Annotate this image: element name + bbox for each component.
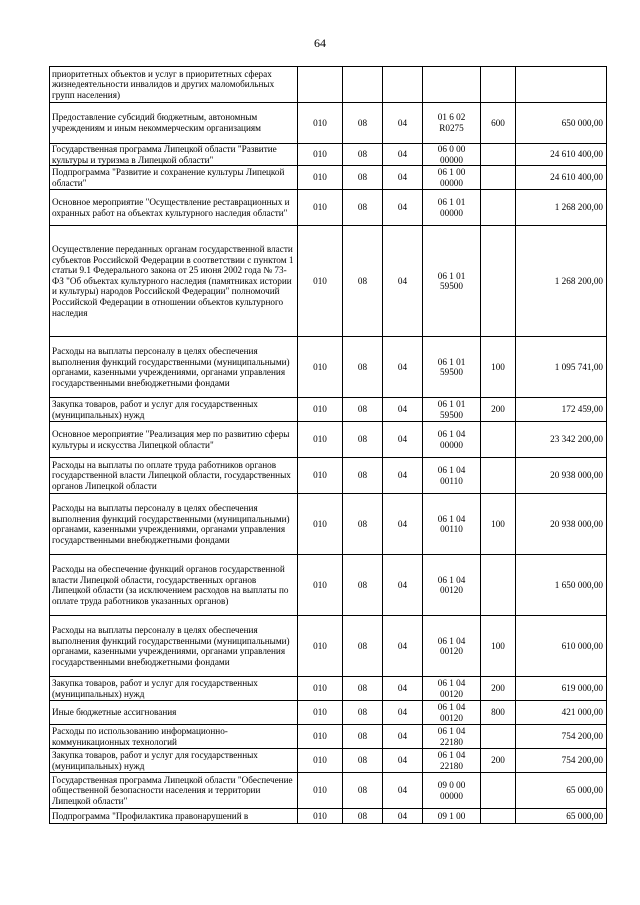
budget-table bbox=[49, 66, 607, 824]
cell-target-article-code bbox=[423, 67, 481, 103]
cell-row-name: Государственная программа Липецкой области "Обеспечение общественной безопасности населения и территории Липецкой области" bbox=[50, 773, 298, 809]
cell-ministry-code: 010 bbox=[298, 103, 343, 144]
cell-ministry-code: 010 bbox=[298, 773, 343, 809]
cell-row-name: Расходы на выплаты по оплате труда работников органов государственной власти Липецкой области, государственных органов Липецкой области bbox=[50, 458, 298, 494]
table-row bbox=[50, 773, 607, 809]
table-row bbox=[50, 458, 607, 494]
cell-row-name: Расходы по использованию информационно-коммуникационных технологий bbox=[50, 725, 298, 749]
cell-ministry-code: 010 bbox=[298, 749, 343, 773]
cell-subsection-code: 04 bbox=[383, 616, 423, 677]
cell-row-name: Закупка товаров, работ и услуг для государственных (муниципальных) нужд bbox=[50, 749, 298, 773]
table-body bbox=[50, 67, 607, 824]
cell-subsection-code: 04 bbox=[383, 677, 423, 701]
page-number: 64 bbox=[314, 36, 326, 50]
cell-subsection-code: 04 bbox=[383, 749, 423, 773]
cell-row-name: Закупка товаров, работ и услуг для государственных (муниципальных) нужд bbox=[50, 398, 298, 422]
cell-subsection-code: 04 bbox=[383, 494, 423, 555]
table-row bbox=[50, 749, 607, 773]
cell-amount: 24 610 400,00 bbox=[516, 166, 607, 190]
cell-ministry-code: 010 bbox=[298, 616, 343, 677]
cell-expense-type-code: 600 bbox=[481, 103, 516, 144]
cell-expense-type-code: 100 bbox=[481, 337, 516, 398]
cell-target-article-code: 06 1 01 00000 bbox=[423, 190, 481, 226]
table-row bbox=[50, 398, 607, 422]
cell-target-article-code: 09 0 00 00000 bbox=[423, 773, 481, 809]
cell-amount: 23 342 200,00 bbox=[516, 422, 607, 458]
table-row bbox=[50, 616, 607, 677]
cell-section-code: 08 bbox=[343, 166, 383, 190]
cell-target-article-code: 06 1 00 00000 bbox=[423, 166, 481, 190]
cell-expense-type-code bbox=[481, 773, 516, 809]
cell-ministry-code: 010 bbox=[298, 555, 343, 616]
cell-row-name: Государственная программа Липецкой области "Развитие культуры и туризма в Липецкой области" bbox=[50, 144, 298, 166]
cell-section-code: 08 bbox=[343, 144, 383, 166]
table-row bbox=[50, 809, 607, 824]
cell-section-code bbox=[343, 67, 383, 103]
cell-amount: 610 000,00 bbox=[516, 616, 607, 677]
cell-amount: 754 200,00 bbox=[516, 725, 607, 749]
cell-target-article-code: 09 1 00 bbox=[423, 809, 481, 824]
cell-section-code: 08 bbox=[343, 458, 383, 494]
table-row bbox=[50, 144, 607, 166]
cell-ministry-code: 010 bbox=[298, 166, 343, 190]
cell-row-name: Осуществление переданных органам государственной власти субъектов Российской Федерации в соответствии с пунктом 1 статьи 9.1 Федерального закона от 25 июня 2002 года № 73-ФЗ "Об объектах культурного наследия (памятниках истории и культуры) народов Российской Федерации" полномочий Российской Федерации в отношении объектов культурного наследия bbox=[50, 226, 298, 337]
cell-section-code: 08 bbox=[343, 226, 383, 337]
cell-subsection-code: 04 bbox=[383, 422, 423, 458]
table-row bbox=[50, 166, 607, 190]
cell-subsection-code: 04 bbox=[383, 103, 423, 144]
table-row bbox=[50, 337, 607, 398]
table-row bbox=[50, 226, 607, 337]
cell-amount: 65 000,00 bbox=[516, 809, 607, 824]
table-row bbox=[50, 677, 607, 701]
cell-target-article-code: 01 6 02 R0275 bbox=[423, 103, 481, 144]
table-row bbox=[50, 701, 607, 725]
cell-section-code: 08 bbox=[343, 398, 383, 422]
cell-section-code: 08 bbox=[343, 677, 383, 701]
cell-ministry-code: 010 bbox=[298, 458, 343, 494]
cell-subsection-code: 04 bbox=[383, 226, 423, 337]
cell-amount: 20 938 000,00 bbox=[516, 458, 607, 494]
cell-row-name: Основное мероприятие "Реализация мер по развитию сферы культуры и искусства Липецкой области" bbox=[50, 422, 298, 458]
cell-expense-type-code bbox=[481, 190, 516, 226]
cell-subsection-code: 04 bbox=[383, 458, 423, 494]
cell-amount: 421 000,00 bbox=[516, 701, 607, 725]
cell-section-code: 08 bbox=[343, 422, 383, 458]
cell-target-article-code: 06 1 04 00120 bbox=[423, 677, 481, 701]
cell-section-code: 08 bbox=[343, 749, 383, 773]
cell-subsection-code: 04 bbox=[383, 144, 423, 166]
cell-target-article-code: 06 1 04 00120 bbox=[423, 701, 481, 725]
table-row bbox=[50, 67, 607, 103]
cell-ministry-code: 010 bbox=[298, 144, 343, 166]
cell-subsection-code: 04 bbox=[383, 398, 423, 422]
cell-subsection-code: 04 bbox=[383, 337, 423, 398]
cell-subsection-code: 04 bbox=[383, 555, 423, 616]
cell-expense-type-code: 200 bbox=[481, 749, 516, 773]
cell-row-name: Расходы на выплаты персоналу в целях обеспечения выполнения функций государственными (муниципальными) органами, казенными учреждениями, органами управления государственными внебюджетными фондами bbox=[50, 616, 298, 677]
cell-target-article-code: 06 1 01 59500 bbox=[423, 337, 481, 398]
table-row bbox=[50, 555, 607, 616]
cell-section-code: 08 bbox=[343, 337, 383, 398]
cell-amount: 20 938 000,00 bbox=[516, 494, 607, 555]
cell-expense-type-code bbox=[481, 144, 516, 166]
cell-ministry-code bbox=[298, 67, 343, 103]
cell-expense-type-code: 100 bbox=[481, 616, 516, 677]
cell-amount: 1 650 000,00 bbox=[516, 555, 607, 616]
cell-row-name: Основное мероприятие "Осуществление реставрационных и охранных работ на объектах культурного наследия области" bbox=[50, 190, 298, 226]
table-row bbox=[50, 190, 607, 226]
cell-expense-type-code: 100 bbox=[481, 494, 516, 555]
cell-target-article-code: 06 1 04 00120 bbox=[423, 555, 481, 616]
table-row bbox=[50, 725, 607, 749]
cell-ministry-code: 010 bbox=[298, 725, 343, 749]
cell-ministry-code: 010 bbox=[298, 398, 343, 422]
cell-section-code: 08 bbox=[343, 616, 383, 677]
cell-expense-type-code bbox=[481, 166, 516, 190]
cell-target-article-code: 06 1 04 00120 bbox=[423, 616, 481, 677]
cell-target-article-code: 06 1 04 00000 bbox=[423, 422, 481, 458]
cell-row-name: приоритетных объектов и услуг в приоритетных сферах жизнедеятельности инвалидов и других маломобильных групп населения) bbox=[50, 67, 298, 103]
cell-amount: 65 000,00 bbox=[516, 773, 607, 809]
cell-ministry-code: 010 bbox=[298, 494, 343, 555]
cell-target-article-code: 06 1 01 59500 bbox=[423, 398, 481, 422]
cell-amount: 619 000,00 bbox=[516, 677, 607, 701]
cell-row-name: Предоставление субсидий бюджетным, автономным учреждениям и иным некоммерческим организациям bbox=[50, 103, 298, 144]
table-row bbox=[50, 103, 607, 144]
cell-expense-type-code bbox=[481, 809, 516, 824]
cell-expense-type-code bbox=[481, 458, 516, 494]
cell-target-article-code: 06 1 04 22180 bbox=[423, 725, 481, 749]
cell-amount: 1 095 741,00 bbox=[516, 337, 607, 398]
cell-expense-type-code: 800 bbox=[481, 701, 516, 725]
cell-subsection-code bbox=[383, 67, 423, 103]
cell-ministry-code: 010 bbox=[298, 677, 343, 701]
cell-row-name: Расходы на выплаты персоналу в целях обеспечения выполнения функций государственными (муниципальными) органами, казенными учреждениями, органами управления государственными внебюджетными фондами bbox=[50, 337, 298, 398]
cell-target-article-code: 06 1 04 00110 bbox=[423, 458, 481, 494]
cell-ministry-code: 010 bbox=[298, 422, 343, 458]
cell-row-name: Подпрограмма "Развитие и сохранение культуры Липецкой области" bbox=[50, 166, 298, 190]
cell-ministry-code: 010 bbox=[298, 190, 343, 226]
cell-amount: 24 610 400,00 bbox=[516, 144, 607, 166]
cell-amount: 172 459,00 bbox=[516, 398, 607, 422]
cell-ministry-code: 010 bbox=[298, 226, 343, 337]
cell-amount: 650 000,00 bbox=[516, 103, 607, 144]
cell-subsection-code: 04 bbox=[383, 166, 423, 190]
cell-expense-type-code bbox=[481, 555, 516, 616]
cell-expense-type-code bbox=[481, 725, 516, 749]
cell-amount: 1 268 200,00 bbox=[516, 226, 607, 337]
cell-ministry-code: 010 bbox=[298, 701, 343, 725]
cell-row-name: Подпрограмма "Профилактика правонарушений в bbox=[50, 809, 298, 824]
cell-expense-type-code: 200 bbox=[481, 677, 516, 701]
cell-target-article-code: 06 1 01 59500 bbox=[423, 226, 481, 337]
cell-subsection-code: 04 bbox=[383, 773, 423, 809]
cell-section-code: 08 bbox=[343, 701, 383, 725]
cell-expense-type-code bbox=[481, 226, 516, 337]
cell-row-name: Иные бюджетные ассигнования bbox=[50, 701, 298, 725]
cell-section-code: 08 bbox=[343, 494, 383, 555]
cell-expense-type-code bbox=[481, 67, 516, 103]
table-row bbox=[50, 422, 607, 458]
cell-amount bbox=[516, 67, 607, 103]
table-row bbox=[50, 494, 607, 555]
cell-row-name: Закупка товаров, работ и услуг для государственных (муниципальных) нужд bbox=[50, 677, 298, 701]
cell-target-article-code: 06 0 00 00000 bbox=[423, 144, 481, 166]
cell-section-code: 08 bbox=[343, 809, 383, 824]
cell-subsection-code: 04 bbox=[383, 701, 423, 725]
cell-section-code: 08 bbox=[343, 190, 383, 226]
cell-subsection-code: 04 bbox=[383, 190, 423, 226]
cell-ministry-code: 010 bbox=[298, 337, 343, 398]
cell-section-code: 08 bbox=[343, 555, 383, 616]
cell-section-code: 08 bbox=[343, 773, 383, 809]
cell-target-article-code: 06 1 04 22180 bbox=[423, 749, 481, 773]
cell-amount: 1 268 200,00 bbox=[516, 190, 607, 226]
cell-ministry-code: 010 bbox=[298, 809, 343, 824]
cell-section-code: 08 bbox=[343, 725, 383, 749]
cell-section-code: 08 bbox=[343, 103, 383, 144]
cell-amount: 754 200,00 bbox=[516, 749, 607, 773]
cell-expense-type-code bbox=[481, 422, 516, 458]
cell-target-article-code: 06 1 04 00110 bbox=[423, 494, 481, 555]
cell-subsection-code: 04 bbox=[383, 725, 423, 749]
cell-expense-type-code: 200 bbox=[481, 398, 516, 422]
cell-row-name: Расходы на выплаты персоналу в целях обеспечения выполнения функций государственными (муниципальными) органами, казенными учреждениями, органами управления государственными внебюджетными фондами bbox=[50, 494, 298, 555]
cell-row-name: Расходы на обеспечение функций органов государственной власти Липецкой области, государственных органов Липецкой области (за исключением расходов на выплаты по оплате труда работников указанных органов) bbox=[50, 555, 298, 616]
cell-subsection-code: 04 bbox=[383, 809, 423, 824]
